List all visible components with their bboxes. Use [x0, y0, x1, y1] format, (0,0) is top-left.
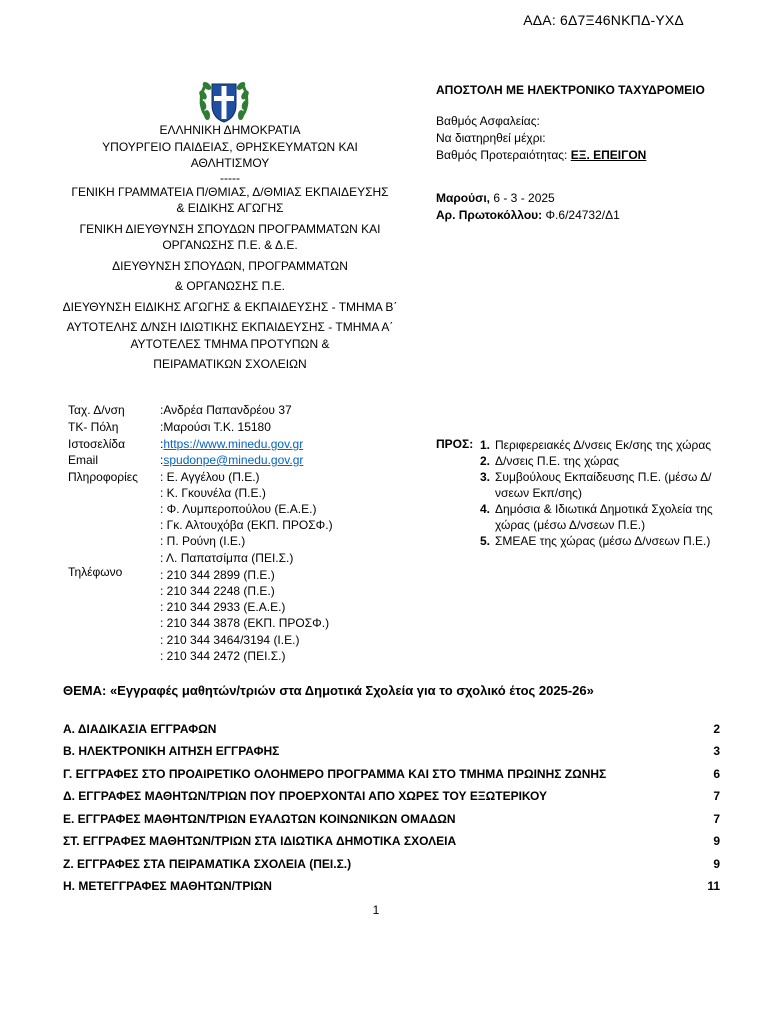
info-label: Πληροφορίες	[68, 470, 138, 484]
priority-row	[436, 147, 756, 164]
protocol-number: Φ.6/24732/Δ1	[545, 208, 620, 222]
priority-label: Βαθμός Προτεραιότητας:	[436, 148, 568, 162]
issuing-authority	[60, 122, 400, 373]
security-label: Βαθμός Ασφαλείας:	[436, 114, 540, 128]
toc-entry[interactable]	[63, 857, 720, 875]
city-label: ΤΚ- Πόλη	[68, 420, 119, 434]
protocol-label: Αρ. Πρωτοκόλλου:	[436, 208, 543, 222]
toc-page: 11	[707, 879, 720, 893]
toc-title: Β. ΗΛΕΚΤΡΟΝΙΚΗ ΑΙΤΗΣΗ ΕΓΓΡΑΦΗΣ	[63, 744, 280, 758]
header-line: ΓΕΝΙΚΗ ΔΙΕΥΘΥΝΣΗ ΣΠΟΥΔΩΝ ΠΡΟΓΡΑΜΜΑΤΩΝ ΚΑΙ	[79, 221, 381, 236]
recipients-label: ΠΡΟΣ:	[436, 437, 474, 451]
email-label: Email	[68, 453, 99, 467]
toc-page: 3	[713, 744, 720, 758]
page-number: 1	[372, 903, 380, 917]
recipient-text: Συμβούλους Εκπαίδευσης Π.Ε. (μέσω Δ/νσεων Εκπ/σης)	[495, 470, 712, 500]
phone-number: : 210 344 2472 (ΠΕΙ.Σ.)	[160, 649, 286, 663]
recipient-number: 5.	[480, 534, 491, 548]
recipient-number: 1.	[480, 438, 491, 452]
header-separator: -----	[220, 170, 240, 185]
toc-page: 6	[713, 767, 720, 781]
email-notice: ΑΠΟΣΤΟΛΗ ΜΕ ΗΛΕΚΤΡΟΝΙΚΟ ΤΑΧΥΔΡΟΜΕΙΟ	[436, 83, 705, 97]
recipient-number: 2.	[480, 454, 491, 468]
recipient-item	[480, 533, 740, 549]
header-line: ΔΙΕΥΘΥΝΣΗ ΕΙΔΙΚΗΣ ΑΓΩΓΗΣ & ΕΚΠΑΙΔΕΥΣΗΣ - ΤΜΗΜΑ Β΄	[62, 299, 398, 314]
header-line: ΔΙΕΥΘΥΝΣΗ ΣΠΟΥΔΩΝ, ΠΡΟΓΡΑΜΜΑΤΩΝ	[112, 258, 348, 273]
document-meta	[436, 82, 756, 224]
phone-label: Τηλέφωνο	[68, 565, 123, 579]
toc-entry[interactable]	[63, 722, 720, 740]
recipient-number: 4.	[480, 502, 491, 516]
toc-entry[interactable]	[63, 744, 720, 762]
email-prefix: :	[160, 453, 164, 467]
toc-title: Α. ΔΙΑΔΙΚΑΣΙΑ ΕΓΓΡΑΦΩΝ	[63, 722, 217, 736]
toc-page: 9	[713, 834, 720, 848]
header-line: ΑΥΤΟΤΕΛΕΣ ΤΜΗΜΑ ΠΡΟΤΥΠΩΝ &	[130, 336, 330, 351]
header-line: ΥΠΟΥΡΓΕΙΟ ΠΑΙΔΕΙΑΣ, ΘΡΗΣΚΕΥΜΑΤΩΝ ΚΑΙ	[102, 139, 358, 154]
header-line: ΓΕΝΙΚΗ ΓΡΑΜΜΑΤΕΙΑ Π/ΘΜΙΑΣ, Δ/ΘΜΙΑΣ ΕΚΠΑΙΔΕΥΣΗΣ	[71, 184, 389, 199]
phone-number: : 210 344 2933 (Ε.Α.Ε.)	[160, 600, 286, 614]
toc-title: Δ. ΕΓΓΡΑΦΕΣ ΜΑΘΗΤΩΝ/ΤΡΙΩΝ ΠΟΥ ΠΡΟΕΡΧΟΝΤΑΙ ΑΠΟ ΧΩΡΕΣ ΤΟΥ ΕΞΩΤΕΡΙΚΟΥ	[63, 789, 548, 803]
document-date: 6 - 3 - 2025	[493, 191, 555, 205]
address-value: :Ανδρέα Παπανδρέου 37	[160, 403, 292, 417]
recipient-text: Δημόσια & Ιδιωτικά Δημοτικά Σχολεία της χώρας (μέσω Δ/νσεων Π.Ε.)	[495, 502, 713, 532]
info-person: : Π. Ρούνη (Ι.Ε.)	[160, 534, 246, 548]
toc-title: Γ. ΕΓΓΡΑΦΕΣ ΣΤΟ ΠΡΟΑΙΡΕΤΙΚΟ ΟΛΟΗΜΕΡΟ ΠΡΟΓΡΑΜΜΑ ΚΑΙ ΣΤΟ ΤΜΗΜΑ ΠΡΩΙΝΗΣ ΖΩΝΗΣ	[63, 767, 607, 781]
recipient-item	[480, 437, 740, 453]
toc-entry[interactable]	[63, 767, 720, 785]
website-link[interactable]: https://www.minedu.gov.gr	[163, 437, 304, 451]
priority-value: ΕΞ. ΕΠΕΙΓΟΝ	[570, 148, 647, 162]
phone-number: : 210 344 2248 (Π.Ε.)	[160, 584, 275, 598]
recipient-item	[480, 501, 740, 533]
website-label: Ιστοσελίδα	[68, 437, 126, 451]
phone-number: : 210 344 3464/3194 (Ι.Ε.)	[160, 633, 300, 647]
greek-coat-of-arms-icon	[197, 75, 251, 125]
toc-entry[interactable]	[63, 834, 720, 852]
toc-page: 2	[713, 722, 720, 736]
phone-number: : 210 344 2899 (Π.Ε.)	[160, 568, 275, 582]
recipient-text: Περιφερειακές Δ/νσεις Εκ/σης της χώρας	[495, 438, 712, 452]
recipients-list	[480, 437, 740, 549]
header-line: ΕΛΛΗΝΙΚΗ ΔΗΜΟΚΡΑΤΙΑ	[159, 123, 301, 137]
header-line: & ΟΡΓΑΝΩΣΗΣ Π.Ε.	[175, 279, 285, 293]
header-line: & ΕΙΔΙΚΗΣ ΑΓΩΓΗΣ	[176, 201, 284, 215]
phone-number: : 210 344 3878 (ΕΚΠ. ΠΡΟΣΦ.)	[160, 616, 330, 630]
header-line: ΑΘΛΗΤΙΣΜΟΥ	[190, 156, 270, 170]
date-row	[436, 190, 756, 207]
info-person: : Κ. Γκουνέλα (Π.Ε.)	[160, 486, 266, 500]
toc-entry[interactable]	[63, 879, 720, 897]
website-prefix: :	[160, 437, 164, 451]
recipient-item	[480, 453, 740, 469]
recipient-item	[480, 469, 740, 501]
subject-line: ΘΕΜΑ: «Εγγραφές μαθητών/τριών στα Δημοτικά Σχολεία για το σχολικό έτος 2025-26»	[63, 683, 594, 698]
info-person: : Ε. Αγγέλου (Π.Ε.)	[160, 470, 260, 484]
address-label: Ταχ. Δ/νση	[68, 403, 125, 417]
city-value: :Μαρούσι Τ.Κ. 15180	[160, 420, 271, 434]
recipient-number: 3.	[480, 470, 491, 484]
place-label: Μαρούσι,	[436, 191, 490, 205]
ada-code: ΑΔΑ: 6Δ7Ξ46ΝΚΠΔ-ΥΧΔ	[523, 12, 684, 28]
email-row	[160, 453, 303, 467]
recipient-text: ΣΜΕΑΕ της χώρας (μέσω Δ/νσεων Π.Ε.)	[495, 534, 711, 548]
header-line: ΟΡΓΑΝΩΣΗΣ Π.Ε. & Δ.Ε.	[162, 238, 298, 252]
toc-page: 9	[713, 857, 720, 871]
protocol-row	[436, 207, 756, 224]
info-person: : Γκ. Αλτουχόβα (ΕΚΠ. ΠΡΟΣΦ.)	[160, 518, 333, 532]
toc-title: Ζ. ΕΓΓΡΑΦΕΣ ΣΤΑ ΠΕΙΡΑΜΑΤΙΚΑ ΣΧΟΛΕΙΑ (ΠΕΙ.Σ.)	[63, 857, 352, 871]
header-line: ΑΥΤΟΤΕΛΗΣ Δ/ΝΣΗ ΙΔΙΩΤΙΚΗΣ ΕΚΠΑΙΔΕΥΣΗΣ - ΤΜΗΜΑ Α΄	[66, 320, 394, 334]
info-person: : Φ. Λυμπεροπούλου (Ε.Α.Ε.)	[160, 502, 317, 516]
toc-title: Ε. ΕΓΓΡΑΦΕΣ ΜΑΘΗΤΩΝ/ΤΡΙΩΝ ΕΥΑΛΩΤΩΝ ΚΟΙΝΩΝΙΚΩΝ ΟΜΑΔΩΝ	[63, 812, 456, 826]
toc-title: Η. ΜΕΤΕΓΓΡΑΦΕΣ ΜΑΘΗΤΩΝ/ΤΡΙΩΝ	[63, 879, 272, 893]
toc-entry[interactable]	[63, 789, 720, 807]
website-row	[160, 437, 303, 451]
email-link[interactable]: spudonpe@minedu.gov.gr	[163, 453, 304, 467]
recipient-text: Δ/νσεις Π.Ε. της χώρας	[495, 454, 619, 468]
header-line: ΠΕΙΡΑΜΑΤΙΚΩΝ ΣΧΟΛΕΙΩΝ	[153, 357, 307, 371]
toc-title: ΣΤ. ΕΓΓΡΑΦΕΣ ΜΑΘΗΤΩΝ/ΤΡΙΩΝ ΣΤΑ ΙΔΙΩΤΙΚΑ ΔΗΜΟΤΙΚΑ ΣΧΟΛΕΙΑ	[63, 834, 457, 848]
retain-label: Να διατηρηθεί μέχρι:	[436, 131, 546, 145]
toc-page: 7	[713, 812, 720, 826]
toc-entry[interactable]	[63, 812, 720, 830]
info-person: : Λ. Παπατσίμπα (ΠΕΙ.Σ.)	[160, 551, 294, 565]
toc-page: 7	[713, 789, 720, 803]
